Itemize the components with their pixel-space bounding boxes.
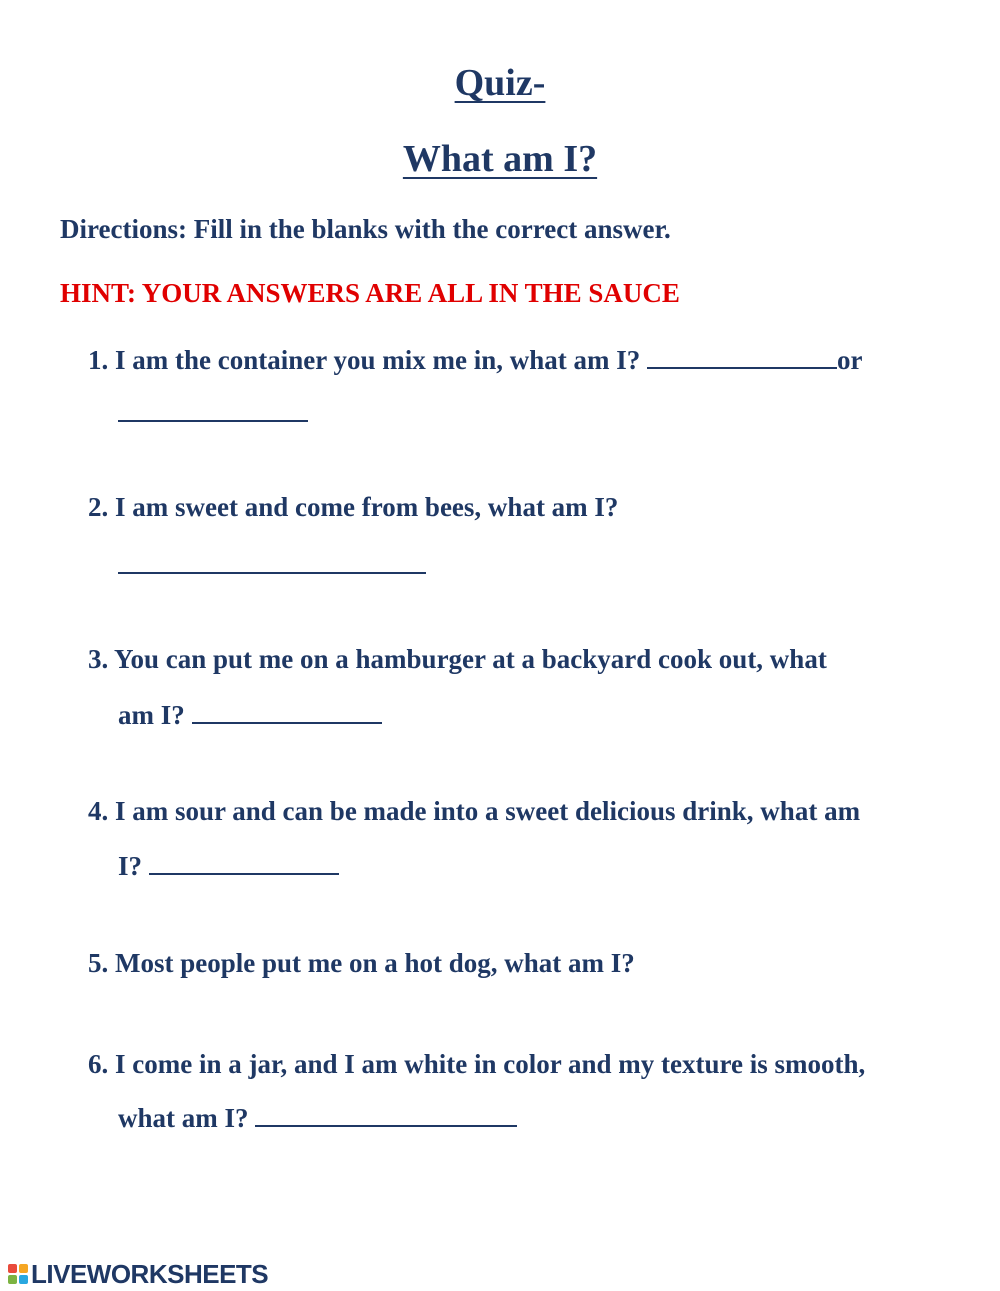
question-text: what am I? <box>118 1103 249 1133</box>
question-6 <box>88 1051 865 1078</box>
question-text: You can put me on a hamburger at a backyard cook out, what <box>114 644 827 674</box>
question-text: I am sour and can be made into a sweet delicious drink, what am <box>115 796 861 826</box>
logo-square-icon <box>8 1264 17 1273</box>
hint: HINT: YOUR ANSWERS ARE ALL IN THE SAUCE <box>60 278 680 308</box>
logo-square-icon <box>8 1275 17 1284</box>
question-number: 4. <box>88 796 109 826</box>
question-4-continued <box>118 849 339 880</box>
question-number: 1. <box>88 345 109 375</box>
question-4 <box>88 798 860 825</box>
logo-square-icon <box>19 1264 28 1273</box>
question-text: I come in a jar, and I am white in color and my texture is smooth, <box>115 1049 866 1079</box>
title-what-am-i: What am I? <box>402 138 598 180</box>
answer-blank-1a[interactable] <box>647 343 837 369</box>
answer-blank-3[interactable] <box>192 698 382 724</box>
logo-text: LIVEWORKSHEETS <box>31 1258 269 1289</box>
question-number: 2. <box>88 492 109 522</box>
title-quiz: Quiz- <box>454 62 546 104</box>
question-connector: or <box>836 345 863 375</box>
answer-blank-6[interactable] <box>255 1101 517 1127</box>
liveworksheets-logo[interactable] <box>8 1259 268 1289</box>
answer-blank-2[interactable] <box>118 548 426 574</box>
question-text: Most people put me on a hot dog, what am I? <box>115 948 635 978</box>
question-number: 5. <box>88 948 109 978</box>
question-number: 3. <box>88 644 109 674</box>
question-text: I am the container you mix me in, what am I? <box>115 345 641 375</box>
question-number: 6. <box>88 1049 109 1079</box>
question-3 <box>88 646 827 673</box>
question-2 <box>88 494 618 521</box>
question-6-continued <box>118 1101 517 1132</box>
answer-blank-1b[interactable] <box>118 396 308 422</box>
directions: Directions: Fill in the blanks with the correct answer. <box>60 214 671 244</box>
question-1 <box>88 343 862 374</box>
question-1-continued <box>118 396 308 427</box>
question-5 <box>88 950 635 977</box>
question-text: I? <box>118 851 143 881</box>
answer-blank-4[interactable] <box>149 849 339 875</box>
question-text: am I? <box>118 700 185 730</box>
question-text: I am sweet and come from bees, what am I? <box>115 492 619 522</box>
logo-grid-icon <box>8 1264 28 1284</box>
logo-square-icon <box>19 1275 28 1284</box>
question-3-continued <box>118 698 382 729</box>
question-2-continued <box>118 548 426 579</box>
